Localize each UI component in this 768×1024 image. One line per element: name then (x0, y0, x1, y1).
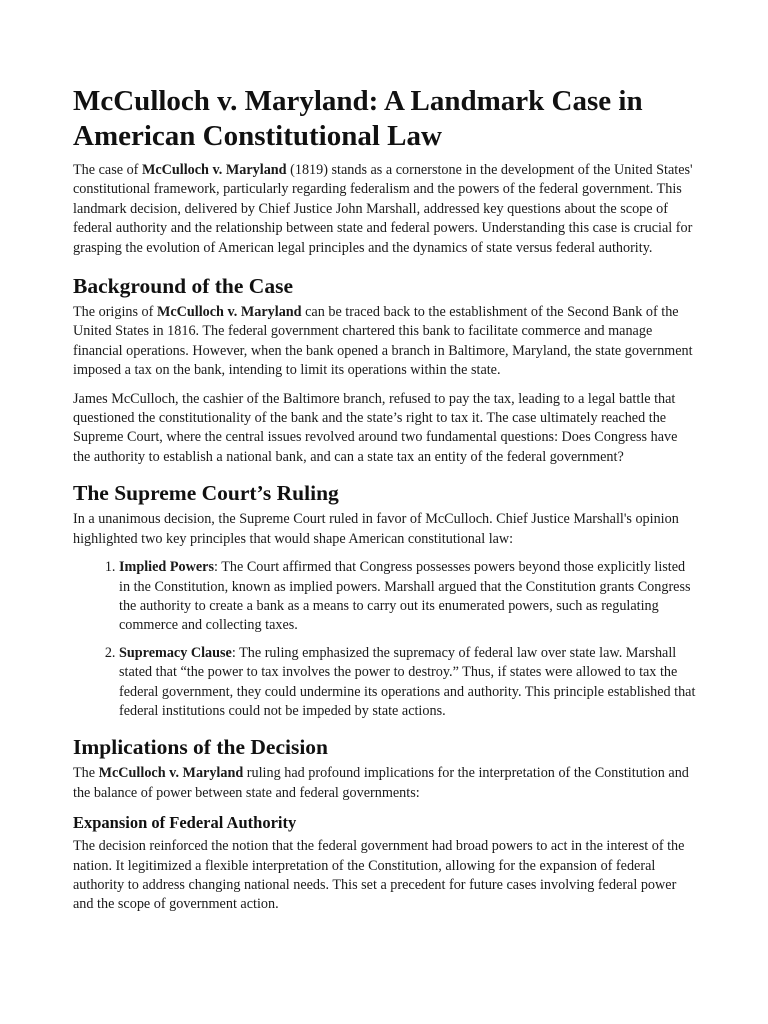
list-item-text: : The ruling emphasized the supremacy of federal law over state law. Marshall stated that “the power to tax involves the power to destroy.” Thus, if states were allowed to tax the federal government, they could undermine its operations and authority. This principle established that federal institutions could not be impeded by state actions. (119, 644, 696, 719)
intro-paragraph (73, 161, 696, 258)
ruling-heading: The Supreme Court’s Ruling (73, 481, 339, 506)
ruling-principles-list (73, 558, 696, 721)
case-name-bold: McCulloch v. Maryland (156, 304, 302, 321)
implications-p1-post: ruling had profound implications for the interpretation of the Constitution and the balance of power between state and federal governments: (73, 765, 689, 801)
ruling-intro-paragraph: In a unanimous decision, the Supreme Court ruled in favor of McCulloch. Chief Justice Marshall's opinion highlighted two key principles that would shape American constitutional law: (73, 511, 679, 547)
list-item-term: Supremacy Clause (119, 644, 232, 661)
list-item-implied-powers (119, 558, 696, 636)
list-item-text: : The Court affirmed that Congress possesses powers beyond those explicitly listed in the Constitution, known as implied powers. Marshall argued that the Constitution grants Congress the authority to create a bank as a means to carry out its enumerated powers, such as regulating commerce and collecting taxes. (119, 559, 691, 634)
expansion-subheading: Expansion of Federal Authority (73, 813, 297, 833)
intro-text-pre: The case of (73, 162, 142, 178)
background-heading: Background of the Case (73, 274, 293, 299)
background-paragraph-2: James McCulloch, the cashier of the Baltimore branch, refused to pay the tax, leading to a legal battle that questioned the constitutionality of the bank and the state’s right to tax it. The case ultimately reached the Supreme Court, where the central issues revolved around two fundamental questions: Does Congress have the authority to establish a national bank, and can a state tax an entity of the federal government? (73, 390, 678, 465)
list-item-term: Implied Powers (119, 559, 214, 576)
implications-p1-pre: The (73, 765, 99, 782)
intro-text-post: (1819) stands as a cornerstone in the development of the United States' constitutional framework, particularly regarding federalism and the powers of the federal government. This landmark decision, delivered by Chief Justice John Marshall, addressed key questions about the scope of federal authority and the relationship between state and federal powers. Understanding this case is crucial for grasping the evolution of American legal principles and the dynamics of state versus federal authority. (73, 162, 693, 256)
page-title: McCulloch v. Maryland: A Landmark Case in American Constitutional Law (73, 85, 643, 152)
background-paragraph-1 (73, 303, 696, 381)
expansion-paragraph: The decision reinforced the notion that the federal government had broad powers to act in the interest of the nation. It legitimized a flexible interpretation of the Constitution, allowing for the expansion of federal authority to address changing national needs. This set a precedent for future cases involving federal power and the scope of government action. (73, 838, 685, 913)
case-name-bold: McCulloch v. Maryland (141, 162, 287, 178)
implications-paragraph (73, 764, 696, 803)
list-item-supremacy-clause (119, 644, 696, 722)
background-p1-pre: The origins of (73, 304, 157, 321)
case-name-bold: McCulloch v. Maryland (98, 765, 244, 782)
background-p1-post: can be traced back to the establishment of the Second Bank of the United States in 1816. The federal government chartered this bank to facilitate commerce and manage financial operations. However, when the bank opened a branch in Baltimore, Maryland, the state government imposed a tax on the bank, intending to limit its operations within the state. (73, 304, 693, 379)
implications-heading: Implications of the Decision (73, 735, 329, 760)
